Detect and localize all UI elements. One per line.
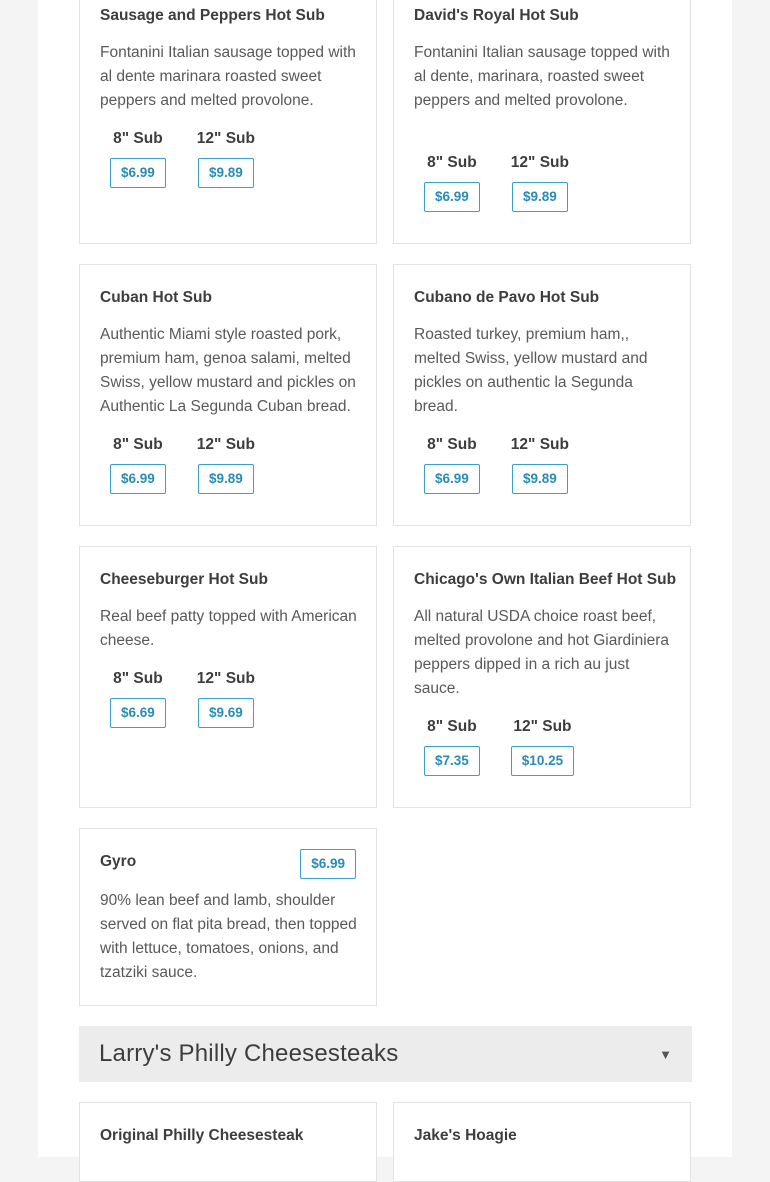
- size-option: [110, 128, 166, 188]
- item-title: Cuban Hot Sub: [100, 289, 212, 306]
- menu-item-card[interactable]: [79, 828, 377, 1006]
- menu-item-card[interactable]: [79, 546, 377, 808]
- item-description: Real beef patty topped with American cheese.: [100, 608, 357, 649]
- size-option: [197, 128, 255, 188]
- menu-item-card[interactable]: [393, 1102, 691, 1182]
- size-option: [197, 434, 255, 494]
- chevron-down-icon[interactable]: ▼: [659, 1046, 672, 1062]
- size-label: 12" Sub: [196, 436, 255, 453]
- item-description: Roasted turkey, premium ham,, melted Swiss, yellow mustard and pickles on authentic la Segunda bread.: [414, 326, 648, 415]
- price-button[interactable]: $10.25: [511, 746, 574, 776]
- item-title: Original Philly Cheesesteak: [100, 1127, 304, 1144]
- size-option: [511, 716, 574, 776]
- size-option: [424, 152, 480, 212]
- size-label: 8" Sub: [427, 718, 477, 735]
- item-title: Jake's Hoagie: [414, 1127, 517, 1144]
- size-label: 12" Sub: [196, 130, 255, 147]
- menu-item-card[interactable]: [393, 0, 691, 244]
- item-title: Cheeseburger Hot Sub: [100, 571, 268, 588]
- size-label: 12" Sub: [510, 436, 569, 453]
- size-label: 12" Sub: [196, 670, 255, 687]
- menu-page: [38, 0, 732, 1157]
- price-button[interactable]: $9.69: [198, 698, 254, 728]
- item-title: Sausage and Peppers Hot Sub: [100, 7, 325, 24]
- price-button[interactable]: $7.35: [424, 746, 480, 776]
- size-option: [110, 668, 166, 728]
- size-options: [424, 716, 574, 776]
- menu-item-card[interactable]: [393, 264, 691, 526]
- size-option: [110, 434, 166, 494]
- item-description: Authentic Miami style roasted pork, premium ham, genoa salami, melted Swiss, yellow mustard and pickles on Authentic La Segunda Cuban bread.: [100, 326, 356, 415]
- size-label: 12" Sub: [510, 154, 569, 171]
- size-label: 8" Sub: [427, 436, 477, 453]
- item-title: David's Royal Hot Sub: [414, 7, 579, 24]
- size-options: [110, 668, 255, 728]
- price-button[interactable]: $9.89: [198, 158, 254, 188]
- menu-item-card[interactable]: [79, 0, 377, 244]
- item-description: All natural USDA choice roast beef, melted provolone and hot Giardiniera peppers dipped in a rich au just sauce.: [414, 608, 670, 697]
- size-label: 8" Sub: [427, 154, 477, 171]
- item-title: Cubano de Pavo Hot Sub: [414, 289, 600, 306]
- size-options: [110, 128, 255, 188]
- price-button[interactable]: $9.89: [512, 464, 568, 494]
- size-option: [424, 716, 480, 776]
- category-header[interactable]: [79, 1026, 692, 1082]
- size-option: [511, 434, 569, 494]
- size-label: 8" Sub: [113, 436, 163, 453]
- size-label: 8" Sub: [113, 670, 163, 687]
- price-button[interactable]: $6.69: [110, 698, 166, 728]
- size-options: [110, 434, 255, 494]
- item-description: Fontanini Italian sausage topped with al dente marinara roasted sweet peppers and melted provolone.: [100, 44, 356, 109]
- item-description: Fontanini Italian sausage topped with al dente, marinara, roasted sweet peppers and melted provolone.: [414, 44, 670, 109]
- menu-item-card[interactable]: [79, 264, 377, 526]
- size-options: [424, 434, 569, 494]
- item-title: Chicago's Own Italian Beef Hot Sub: [414, 571, 677, 588]
- price-button[interactable]: $9.89: [512, 182, 568, 212]
- size-option: [197, 668, 255, 728]
- item-description: 90% lean beef and lamb, shoulder served on flat pita bread, then topped with lettuce, tomatoes, onions, and tzatziki sauce.: [100, 892, 357, 981]
- price-button[interactable]: $9.89: [198, 464, 254, 494]
- item-title: Gyro: [100, 853, 137, 870]
- price-button[interactable]: $6.99: [110, 464, 166, 494]
- size-label: 8" Sub: [113, 130, 163, 147]
- category-title: Larry's Philly Cheesesteaks: [99, 1040, 399, 1067]
- menu-item-card[interactable]: [393, 546, 691, 808]
- size-option: [424, 434, 480, 494]
- price-button[interactable]: $6.99: [110, 158, 166, 188]
- size-options: [424, 152, 569, 212]
- size-label: 12" Sub: [513, 718, 572, 735]
- price-button[interactable]: $6.99: [424, 182, 480, 212]
- price-button[interactable]: $6.99: [300, 849, 356, 879]
- price-button[interactable]: $6.99: [424, 464, 480, 494]
- size-option: [511, 152, 569, 212]
- menu-item-card[interactable]: [79, 1102, 377, 1182]
